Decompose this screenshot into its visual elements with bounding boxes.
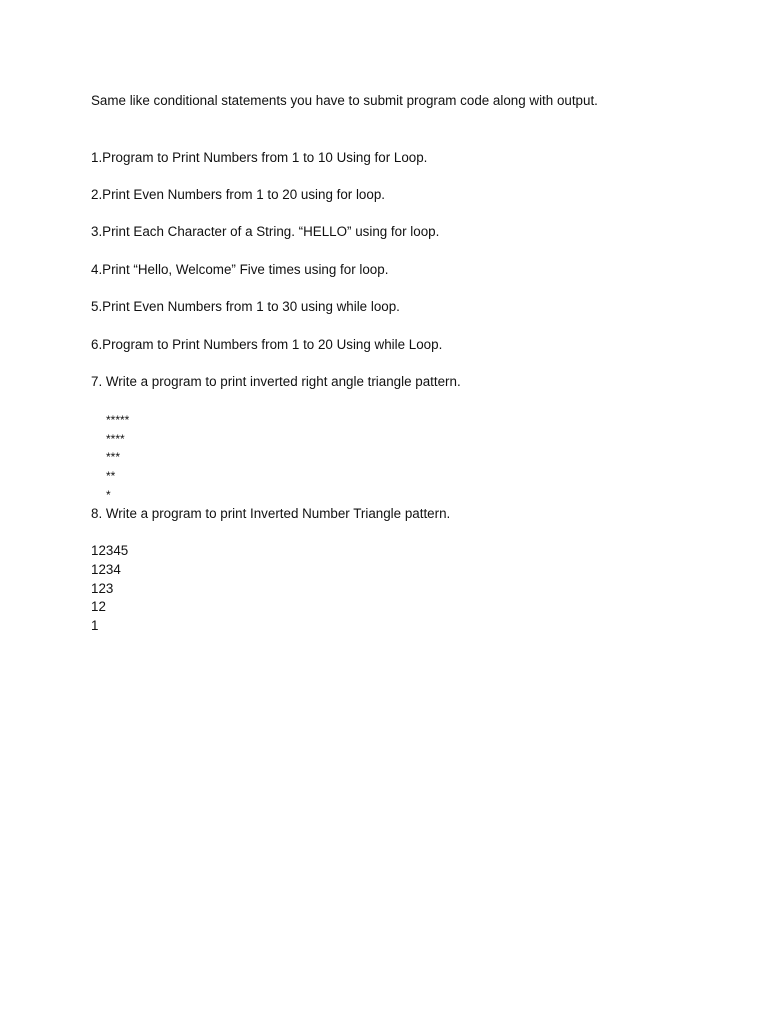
number-pattern-line: 1 [91,618,99,633]
star-pattern-line: **** [106,432,125,446]
star-pattern-line: * [106,488,111,502]
number-pattern-line: 123 [91,581,114,596]
question-8: 8. Write a program to print Inverted Number Triangle pattern. [91,506,451,521]
star-pattern-line: ** [106,469,116,483]
question-1: 1.Program to Print Numbers from 1 to 10 Using for Loop. [91,150,428,165]
number-pattern-line: 12345 [91,543,129,558]
question-2: 2.Print Even Numbers from 1 to 20 using for loop. [91,187,385,202]
number-pattern-line: 1234 [91,562,121,577]
question-7: 7. Write a program to print inverted right angle triangle pattern. [91,374,461,389]
question-5: 5.Print Even Numbers from 1 to 30 using while loop. [91,299,400,314]
question-4: 4.Print “Hello, Welcome” Five times using for loop. [91,262,389,277]
number-pattern-line: 12 [91,599,106,614]
star-pattern-line: *** [106,450,121,464]
question-6: 6.Program to Print Numbers from 1 to 20 Using while Loop. [91,337,443,352]
intro-text: Same like conditional statements you have to submit program code along with output. [91,93,598,108]
question-3: 3.Print Each Character of a String. “HELLO” using for loop. [91,224,440,239]
star-pattern-line: ***** [106,413,130,427]
